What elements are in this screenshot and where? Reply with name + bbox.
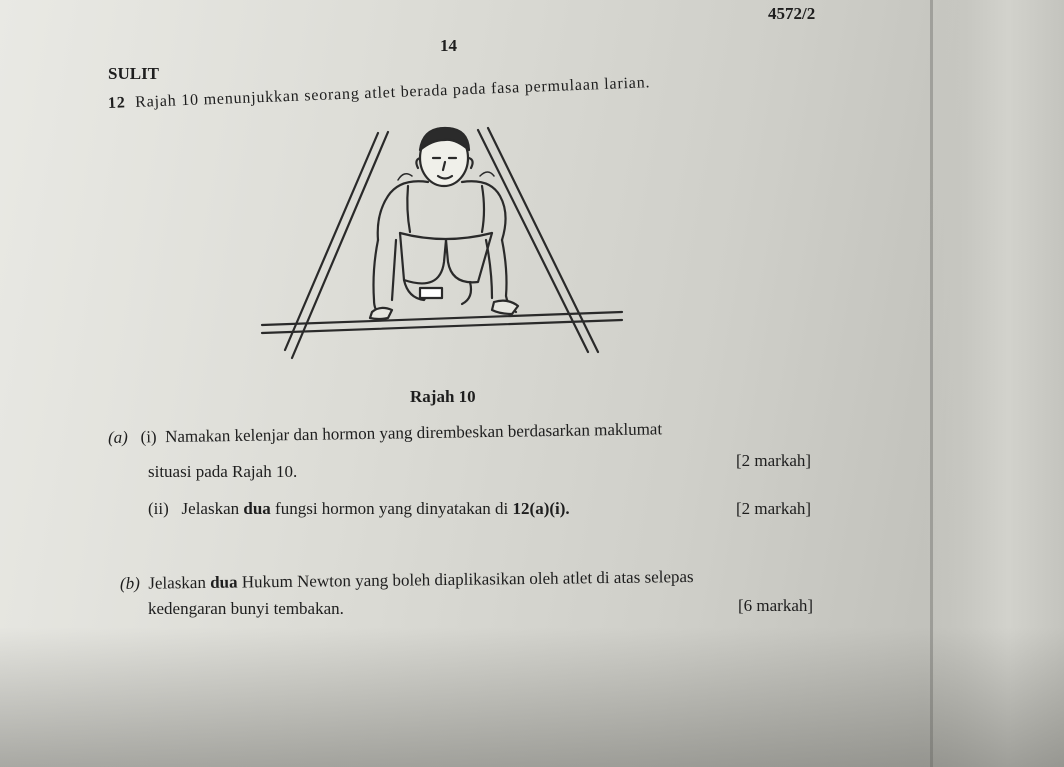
lane-line-right-outer xyxy=(488,128,598,352)
part-a-i-text1: Namakan kelenjar dan hormon yang dirembeskan berdasarkan maklumat xyxy=(164,419,663,447)
part-a-ii-text-before: Jelaskan xyxy=(181,499,244,518)
part-a-label: (a) xyxy=(107,427,128,447)
part-b-marks: [6 markah] xyxy=(738,596,814,615)
part-a-ii-text-after: fungsi hormon yang dinyatakan di xyxy=(270,499,513,518)
part-a-ii-ref: 12(a)(i). xyxy=(512,499,570,518)
part-b-text-before: Jelaskan xyxy=(148,572,211,593)
page-number: 14 xyxy=(440,36,457,55)
part-b-label: (b) xyxy=(119,573,140,593)
part-a-i-label: (i) xyxy=(140,427,157,447)
part-a-ii-text-bold: dua xyxy=(243,499,271,518)
part-b-line2: kedengaran bunyi tembakan. xyxy=(148,599,344,618)
part-a-ii-marks: [2 markah] xyxy=(736,499,812,518)
part-b-text-after: Hukum Newton yang boleh diaplikasikan oleh atlet di atas selepas xyxy=(237,566,694,592)
paper-code: 4572/2 xyxy=(768,4,816,23)
classification-label: SULIT xyxy=(108,64,160,83)
question-intro-text: Rajah 10 menunjukkan seorang atlet berada pada fasa permulaan larian. xyxy=(134,74,651,111)
part-a-ii-label: (ii) xyxy=(148,499,169,518)
part-a-ii-line xyxy=(148,499,570,519)
part-a-i-line2: situasi pada Rajah 10. xyxy=(148,462,298,481)
figure-caption: Rajah 10 xyxy=(410,387,476,406)
part-a-i-marks: [2 markah] xyxy=(736,451,812,470)
part-b-text-bold: dua xyxy=(210,572,238,592)
question-number: 12 xyxy=(107,94,126,112)
